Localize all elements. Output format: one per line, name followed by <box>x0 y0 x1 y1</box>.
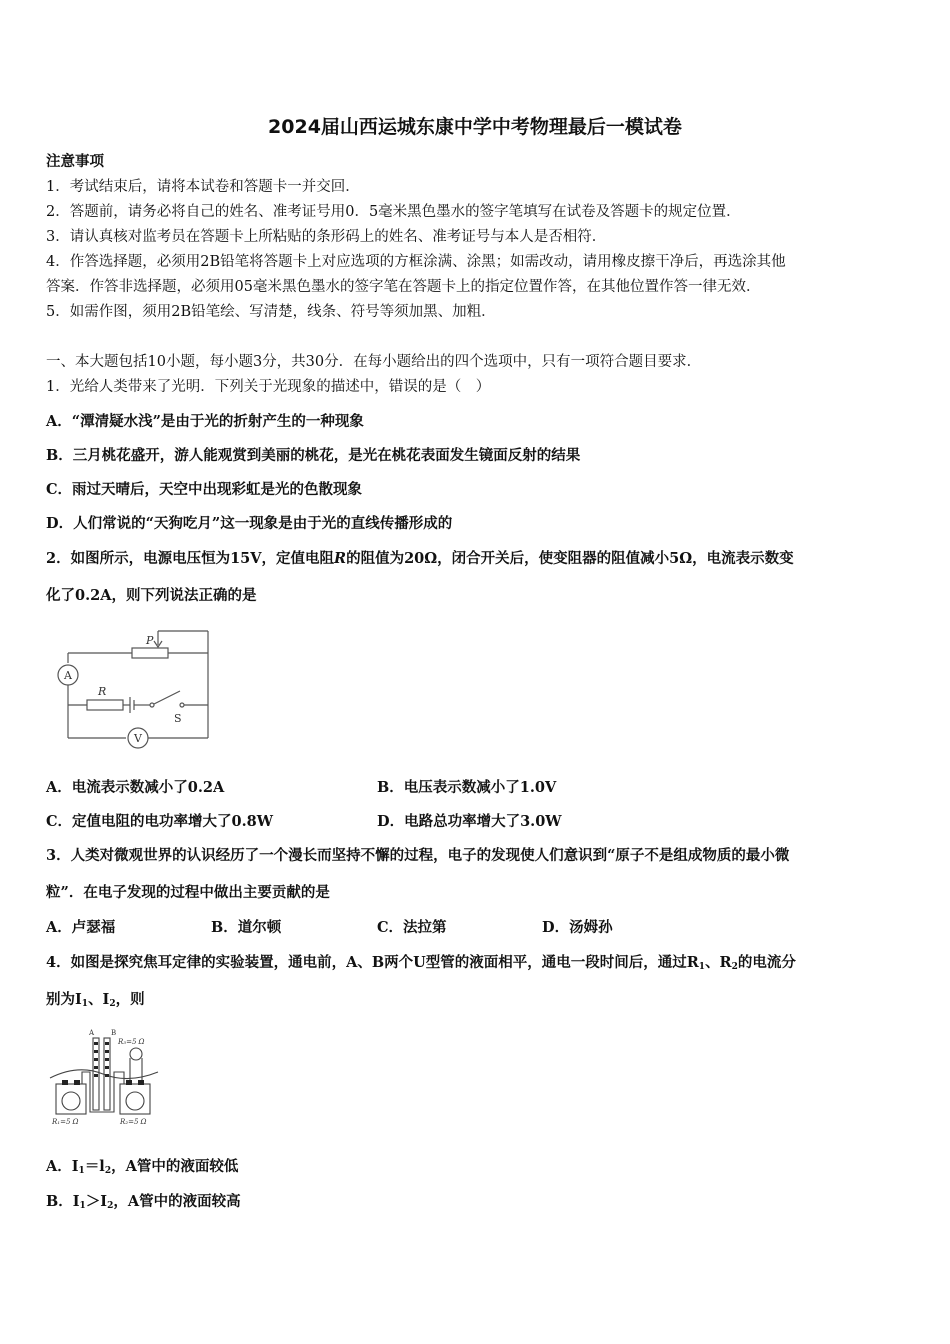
q2-stem-part: 的阻值为20Ω，闭合开关后，使变阻器的阻值减小5Ω，电流表示数变 <box>346 550 794 567</box>
r2-label: R₂=5 Ω <box>120 1118 147 1126</box>
q4-stem-part: 4．如图是探究焦耳定律的实验装置，通电前，A、B两个U型管的液面相平，通电一段时间后，通过R <box>46 954 699 971</box>
notice-item: 2．答题前，请务必将自己的姓名、准考证号用0．5毫米黑色墨水的签字笔填写在试卷及答题卡的规定位置． <box>46 204 741 220</box>
notice-heading: 注意事项 <box>46 153 104 170</box>
q4-stem-part: 、I <box>88 991 110 1008</box>
q2-circuit-diagram <box>54 625 219 753</box>
q4-opt-part: ，A管中的液面较高 <box>113 1193 241 1210</box>
q4-option-b <box>46 1192 241 1216</box>
section-heading: 一、本大题包括10小题，每小题3分，共30分．在每小题给出的四个选项中，只有一项符合题目要求． <box>46 354 702 370</box>
q2-stem-part: 2．如图所示，电源电压恒为15V，定值电阻 <box>46 550 335 567</box>
page-title: 2024届山西运城东康中学中考物理最后一模试卷 <box>268 116 682 138</box>
subscript: 2 <box>109 999 116 1009</box>
question-4-stem-cont <box>46 990 145 1014</box>
q2-stem-r: R <box>334 550 347 567</box>
switch-label: S <box>174 712 182 725</box>
subscript: 1 <box>79 1201 86 1211</box>
subscript: 2 <box>731 962 738 972</box>
q4-opt-part: ＞I <box>85 1193 108 1210</box>
q4-stem-part: 、R <box>705 954 732 971</box>
subscript: 1 <box>78 1166 85 1176</box>
q4-option-a <box>46 1157 238 1181</box>
question-2-stem-cont: 化了0.2A，则下列说法正确的是 <box>46 587 257 604</box>
q3-option-b: B．道尔顿 <box>211 919 282 936</box>
notice-item: 3．请认真核对监考员在答题卡上所粘贴的条形码上的姓名、准考证号与本人是否相符． <box>46 229 607 245</box>
question-4-stem <box>46 953 796 977</box>
rheostat-label: P <box>146 634 154 647</box>
q4-joule-apparatus-diagram <box>48 1022 160 1130</box>
notice-item: 4．作答选择题，必须用2B铅笔将答题卡上对应选项的方框涂满、涂黑；如需改动，请用橡皮擦干净后，再选涂其他 <box>46 254 786 270</box>
q4-opt-part: ，A管中的液面较低 <box>111 1158 239 1175</box>
subscript: 1 <box>81 999 89 1009</box>
q2-option-d: D．电路总功率增大了3.0W <box>377 813 562 830</box>
question-3-stem: 3．人类对微观世界的认识经历了一个漫长而坚持不懈的过程，电子的发现使人们意识到“原子不是组成物质的最小微 <box>46 847 790 864</box>
q4-stem-part: 的电流分 <box>737 954 796 971</box>
q2-option-c: C．定值电阻的电功率增大了0.8W <box>46 813 274 830</box>
notice-item: 1．考试结束后，请将本试卷和答题卡一并交回． <box>46 179 360 195</box>
q4-stem-part: 别为I <box>46 991 82 1008</box>
question-2-stem <box>46 549 794 569</box>
q4-opt-part: B．I <box>46 1193 80 1210</box>
notice-item: 答案．作答非选择题，必须用05毫米黑色墨水的签字笔在答题卡上的指定位置作答，在其他位置作答一律无效． <box>46 279 761 295</box>
q1-option-a: A．“潭清疑水浅”是由于光的折射产生的一种现象 <box>46 413 364 430</box>
question-3-stem-cont: 粒”．在电子发现的过程中做出主要贡献的是 <box>46 884 330 901</box>
subscript: 2 <box>107 1201 114 1211</box>
q3-option-a: A．卢瑟福 <box>46 919 116 936</box>
q1-option-b: B．三月桃花盛开，游人能观赏到美丽的桃花，是光在桃花表面发生镜面反射的结果 <box>46 447 581 464</box>
notice-item: 5．如需作图，须用2B铅笔绘、写清楚，线条、符号等须加黑、加粗． <box>46 304 496 320</box>
question-1-stem: 1．光给人类带来了光明．下列关于光现象的描述中，错误的是（ ） <box>46 379 491 395</box>
q3-option-c: C．法拉第 <box>377 919 447 936</box>
ammeter-label: A <box>64 669 72 682</box>
q4-stem-part: ，则 <box>115 991 145 1008</box>
subscript: 2 <box>104 1166 112 1176</box>
q1-option-c: C．雨过天晴后，天空中出现彩虹是光的色散现象 <box>46 481 363 498</box>
r3-label: R₃=5 Ω <box>118 1038 145 1046</box>
q2-option-b: B．电压表示数减小了1.0V <box>377 779 557 796</box>
q3-option-d: D．汤姆孙 <box>542 919 613 936</box>
resistor-label: R <box>98 685 107 698</box>
tube-b-label: B <box>111 1029 117 1037</box>
q1-option-d: D．人们常说的“天狗吃月”这一现象是由于光的直线传播形成的 <box>46 515 453 532</box>
q2-option-a: A．电流表示数减小了0.2A <box>46 779 225 796</box>
q4-opt-part: ＝l <box>84 1158 105 1175</box>
tube-a-label: A <box>89 1029 95 1037</box>
subscript: 1 <box>698 962 706 972</box>
voltmeter-label: V <box>134 732 142 745</box>
q4-opt-part: A．I <box>46 1158 79 1175</box>
r1-label: R₁=5 Ω <box>52 1118 79 1126</box>
